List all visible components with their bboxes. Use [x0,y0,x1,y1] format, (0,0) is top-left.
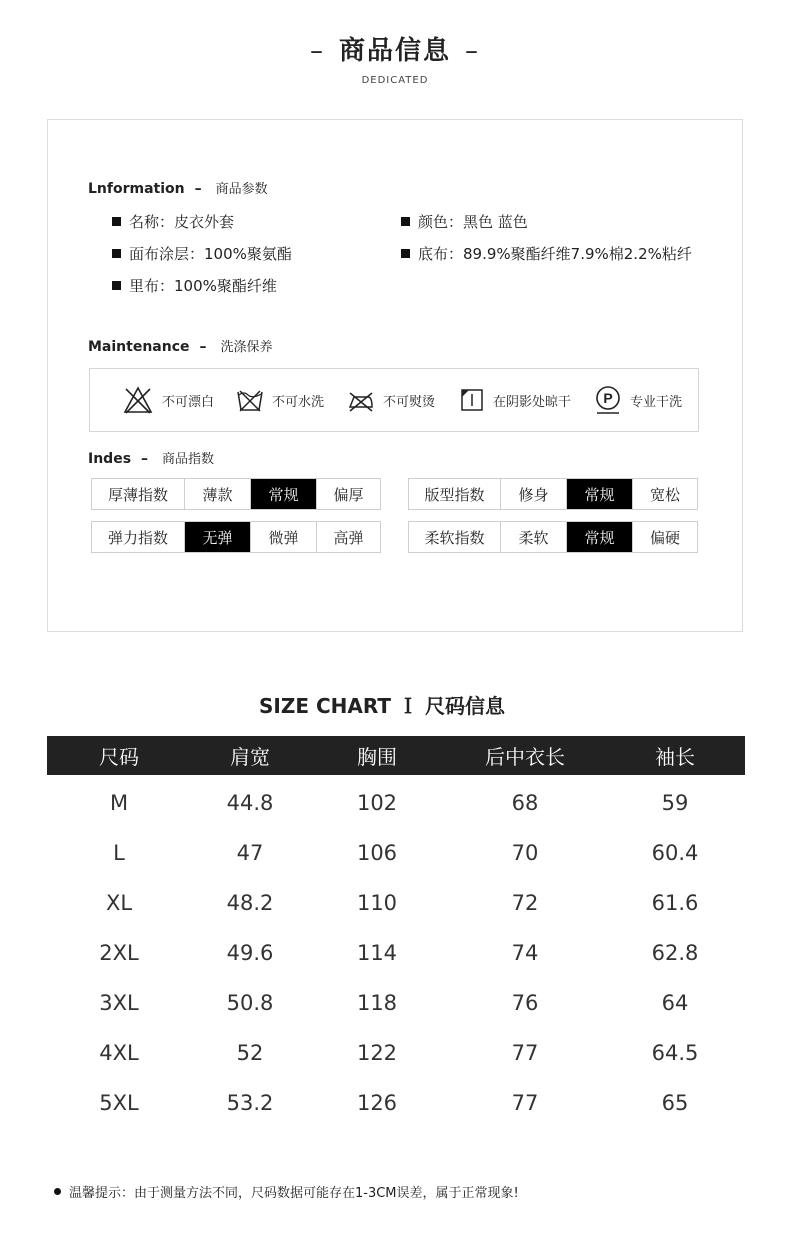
index-option: 微弹 [251,522,317,552]
table-cell: 74 [511,941,539,965]
table-cell: 76 [511,991,539,1015]
care-label: 专业干洗 [630,394,683,410]
table-cell: 2XL [99,941,139,965]
indexes-label-cn: 商品指数 [162,452,215,467]
table-cell: 65 [661,1091,689,1115]
column-header: 袖长 [655,745,695,769]
bullet-square-icon [401,249,410,258]
care-label: 在阴影处晾干 [493,394,572,410]
maintenance-heading [88,336,273,355]
table-cell: 64.5 [651,1041,699,1065]
table-cell: 62.8 [651,941,699,965]
dry-clean-icon [594,385,622,415]
table-cell: 72 [511,891,539,915]
care-item-no-bleach [122,383,214,417]
care-label: 不可水洗 [272,394,325,410]
table-cell: 106 [356,841,398,865]
index-group-elasticity [91,521,381,553]
table-cell: 114 [356,941,398,965]
table-cell: 77 [511,1091,539,1115]
care-item-no-wash [236,383,324,417]
table-cell: 5XL [99,1091,139,1115]
spec-item [401,243,692,264]
information-label-en: Lnformation [88,181,185,197]
index-option-selected: 常规 [567,522,633,552]
tip-note-text: 温馨提示：由于测量方法不同，尺码数据可能存在1-3CM误差，属于正常现象! [69,1186,519,1201]
table-cell: 70 [511,841,539,865]
table-row [47,928,745,978]
table-row [47,1078,745,1128]
page-subtitle: DEDICATED [361,75,429,86]
index-option-selected: 常规 [567,479,633,509]
table-cell: 4XL [99,1041,139,1065]
table-cell: 118 [356,991,398,1015]
no-bleach-icon [122,385,154,415]
maintenance-label-sep: – [199,339,207,355]
index-group-label: 弹力指数 [92,522,185,552]
table-cell: 3XL [99,991,139,1015]
spec-item [112,211,234,232]
table-row [47,828,745,878]
table-cell: 61.6 [651,891,699,915]
index-group-label: 版型指数 [409,479,501,509]
size-table-header [47,736,745,775]
page-header [0,30,790,86]
index-option: 高弹 [333,528,364,547]
table-cell: 110 [356,891,398,915]
index-option: 偏硬 [649,528,680,547]
table-cell: 44.8 [226,791,274,815]
column-header: 后中衣长 [485,745,565,769]
spec-text: 里布：100%聚酯纤维 [129,277,277,295]
care-item-dry-clean [594,383,682,417]
table-row [47,878,745,928]
product-info-card [47,119,743,632]
index-group-label: 厚薄指数 [92,479,185,509]
care-label: 不可熨烫 [383,394,436,410]
column-header: 肩宽 [230,745,270,769]
maintenance-label-cn: 洗涤保养 [220,340,273,355]
bullet-square-icon [112,281,121,290]
care-item-no-iron [347,383,435,417]
information-heading [88,178,268,197]
indexes-label-sep: – [141,451,149,467]
indexes-label-en: Indes [88,451,132,467]
no-iron-icon [347,386,375,414]
table-cell: 59 [661,791,689,815]
table-cell: 122 [356,1041,398,1065]
tip-note [54,1182,519,1201]
spec-item [112,243,292,264]
dry-clean-glyph: P [603,390,613,406]
shade-dry-icon [459,387,485,413]
index-option-selected: 常规 [251,479,317,509]
table-cell: 53.2 [226,1091,274,1115]
column-header: 胸围 [357,745,397,769]
index-option: 薄款 [185,479,251,509]
indexes-heading [88,448,214,467]
table-cell: 50.8 [226,991,274,1015]
maintenance-label-en: Maintenance [88,339,190,355]
information-label-sep: – [194,181,202,197]
table-cell: M [109,791,129,815]
table-cell: 47 [236,841,264,865]
size-chart-title: SIZE CHART Ｉ 尺码信息 [259,694,505,718]
table-cell: 68 [511,791,539,815]
page-title [0,30,790,67]
care-item-shade-dry [459,383,571,417]
title-dash-right: – [465,36,480,66]
table-cell: 52 [236,1041,264,1065]
information-label-cn: 商品参数 [215,182,268,197]
spec-text: 面布涂层：100%聚氨酯 [129,245,292,263]
index-group-label: 柔软指数 [409,522,501,552]
index-option: 修身 [501,479,567,509]
spec-text: 底布：89.9%聚酯纤维7.9%棉2.2%粘纤 [418,245,692,263]
table-cell: 102 [356,791,398,815]
table-row [47,778,745,828]
bullet-square-icon [401,217,410,226]
table-cell: 60.4 [651,841,699,865]
index-option: 偏厚 [333,485,364,504]
index-option-selected: 无弹 [185,522,251,552]
title-dash-left: – [309,36,325,66]
table-cell: 48.2 [226,891,274,915]
table-row [47,978,745,1028]
care-instructions [89,368,699,432]
table-cell: 49.6 [226,941,274,965]
table-row [47,1028,745,1078]
no-wash-icon [236,386,264,414]
index-group-fit [408,478,698,510]
index-option: 宽松 [649,485,680,504]
spec-item [112,275,277,296]
bullet-square-icon [112,249,121,258]
index-group-softness [408,521,698,553]
table-cell: 64 [661,991,689,1015]
spec-text: 颜色：黑色 蓝色 [418,213,528,231]
table-cell: 126 [356,1091,398,1115]
table-cell: 77 [511,1041,539,1065]
index-group-thickness [91,478,381,510]
spec-item [401,211,528,232]
page-title-text: 商品信息 [338,36,451,66]
table-cell: L [113,841,125,865]
table-cell: XL [105,891,133,915]
index-option: 柔软 [501,522,567,552]
care-label: 不可漂白 [162,394,215,410]
bullet-square-icon [112,217,121,226]
spec-text: 名称：皮衣外套 [129,213,235,231]
column-header: 尺码 [99,745,139,769]
bullet-dot-icon [54,1188,61,1195]
